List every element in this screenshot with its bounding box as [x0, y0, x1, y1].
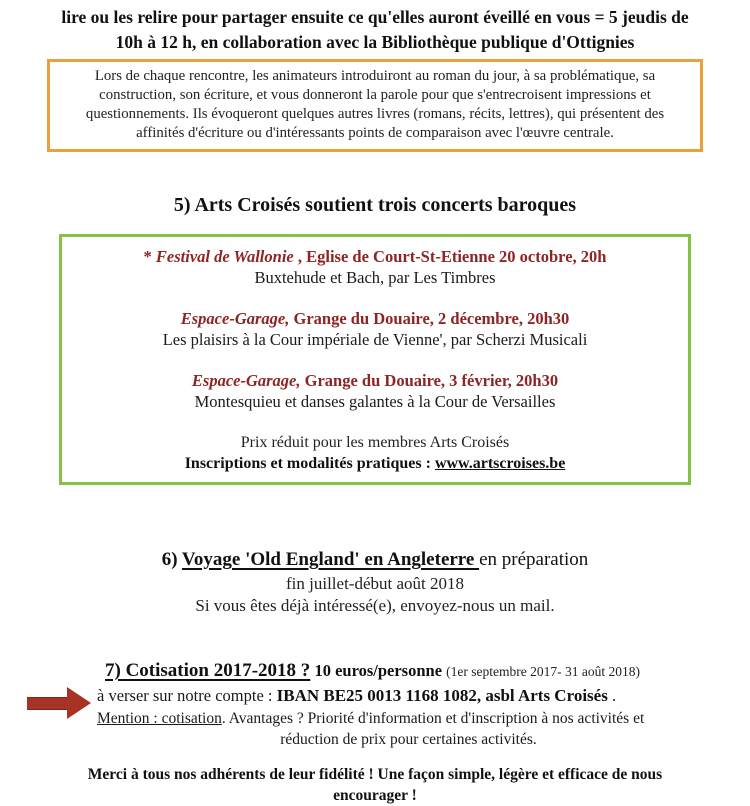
concert-venue-name: Festival de Wallonie — [155, 247, 294, 266]
workshop-info-box — [47, 59, 703, 152]
footer-thanks — [0, 764, 750, 806]
section6-contact-note: Si vous êtes déjà intéressé(e), envoyez-nous un mail. — [195, 596, 555, 615]
section7-payment-line — [97, 684, 720, 708]
workshop-info-text: Lors de chaque rencontre, les animateurs introduiront au roman du jour, à sa problématique, sa construction, son écriture, et vous donneront la parole pour que s'entrecroisent impressions et questionnements. Ils évoqueront quelques autres livres (romans, récits, lettres), qui présentent des affinités d'écriture ou d'intéressants points de comparaison avec l'œuvre centrale. — [85, 68, 665, 141]
section5-heading: 5) Arts Croisés soutient trois concerts baroques — [173, 194, 577, 216]
section6-heading-title: Voyage 'Old England' en Angleterre — [181, 549, 480, 570]
concert-venue — [72, 246, 678, 267]
section7-payment-suffix: . — [607, 686, 617, 705]
section6-number: 6) — [161, 549, 182, 570]
section7-validity-period: (1er septembre 2017- 31 août 2018) — [446, 664, 640, 679]
concert-venue-name: Espace-Garage, — [180, 309, 290, 328]
concert-venue-name: Espace-Garage, — [191, 371, 301, 390]
section7-iban: IBAN BE25 0013 1168 1082, asbl Arts Croisés — [276, 686, 608, 705]
concert-description: Les plaisirs à la Cour impériale de Vienne', par Scherzi Musicali — [162, 330, 588, 349]
concert-venue-details: Grange du Douaire, 3 février, 20h30 — [300, 371, 559, 390]
intro-paragraph — [0, 5, 750, 55]
section7-mention-label: Mention : cotisation — [97, 710, 222, 727]
registration-line — [72, 453, 678, 474]
red-arrow-icon — [27, 687, 91, 719]
section7-membership — [0, 659, 750, 750]
section7-price: 10 euros/personne — [310, 661, 447, 680]
red-arrow-shaft — [27, 697, 67, 710]
footer-thanks-text: Merci à tous nos adhérents de leur fidélité ! Une façon simple, légère et efficace de nous encourager ! — [87, 766, 663, 804]
concert-venue — [72, 370, 678, 391]
section6-dates: fin juillet-début août 2018 — [286, 574, 464, 593]
section7-heading-title: 7) Cotisation 2017-2018 ? — [105, 660, 311, 681]
section7-advantages-line2: réduction de prix pour certaines activités. — [280, 731, 537, 748]
section7-advantages-text: . Avantages ? Priorité d'information et d'inscription à nos activités et — [221, 710, 645, 727]
concert-venue-details: Grange du Douaire, 2 décembre, 20h30 — [289, 309, 570, 328]
concert-item — [72, 308, 678, 350]
section7-payment-prefix: à verser sur notre compte : — [97, 686, 277, 705]
concerts-box — [59, 234, 691, 485]
concert-description: Montesquieu et danses galantes à la Cour de Versailles — [194, 392, 556, 411]
intro-line-1: lire ou les relire pour partager ensuite ce qu'elles auront éveillé en vous = 5 jeudis de — [61, 7, 689, 27]
intro-line-2: 10h à 12 h, en collaboration avec la Bibliothèque publique d'Ottignies — [115, 32, 635, 52]
section6-travel — [0, 547, 750, 617]
section6-heading-suffix: en préparation — [479, 549, 589, 570]
red-arrow-head — [67, 687, 91, 719]
concert-item — [72, 370, 678, 412]
section7-mention-line — [97, 708, 720, 729]
section6-heading — [0, 547, 750, 573]
concert-item — [72, 246, 678, 288]
registration-label: Inscriptions et modalités pratiques : — [184, 455, 435, 472]
concert-description: Buxtehude et Bach, par Les Timbres — [254, 268, 496, 287]
section7-heading-line — [105, 659, 720, 684]
concert-venue-details: , Eglise de Court-St-Etienne 20 octobre, 20h — [293, 247, 607, 266]
concert-venue — [72, 308, 678, 329]
members-discount-note: Prix réduit pour les membres Arts Croisés — [240, 434, 510, 451]
artscroises-website-link[interactable]: www.artscroises.be — [434, 455, 566, 472]
concert-venue-prefix: * — [143, 247, 156, 266]
